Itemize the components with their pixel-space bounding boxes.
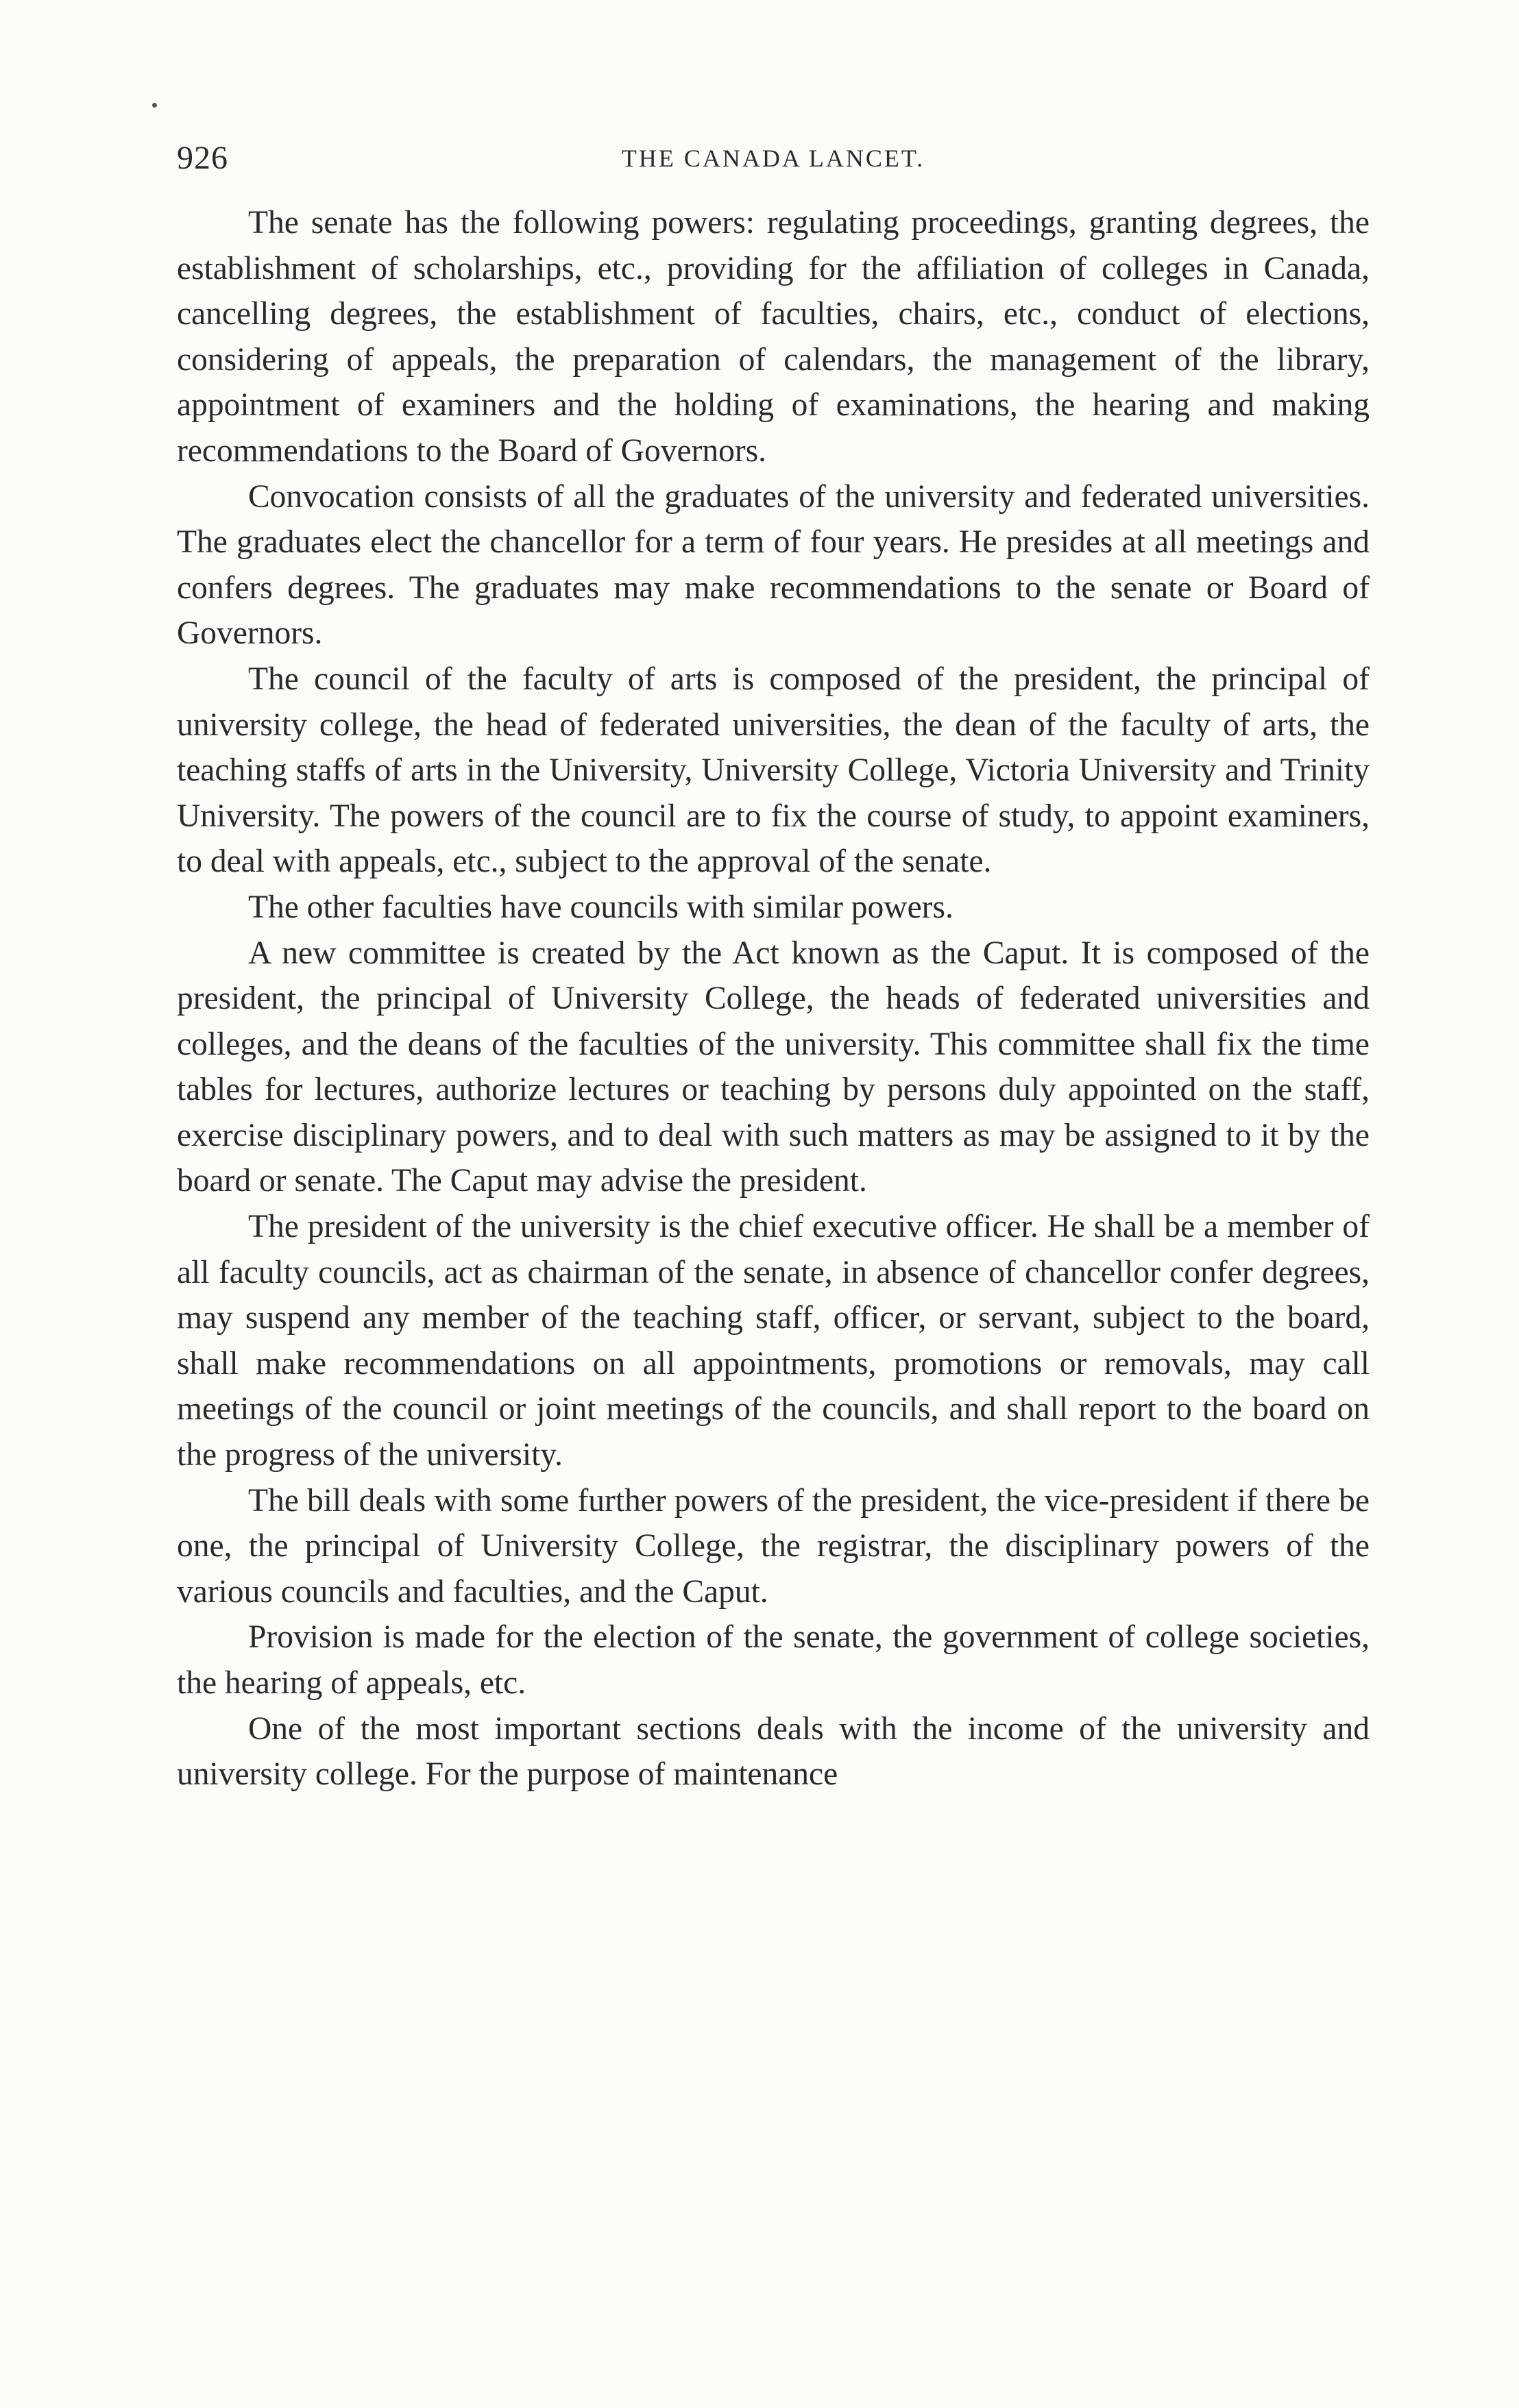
paragraph-president: The president of the university is the chief executive officer. He shall be a member of all faculty councils, act as chairman of the senate, in absence of chancellor confer degrees, may suspend any member of the teaching staff, officer, or servant, subject to the board, shall make recommendations on all appointments, promotions or removals, may call meetings of the council or joint meetings of the councils, and shall report to the board on the progress of the university. xyxy=(177,1209,1370,1473)
page-number: 926 xyxy=(177,140,228,176)
paragraph-other-faculties: The other faculties have councils with similar powers. xyxy=(248,889,953,925)
print-speck xyxy=(152,103,157,108)
paragraph-income: One of the most important sections deals with the income of the university and university college. For the purpose of maintenance xyxy=(177,1710,1370,1793)
running-head: THE CANADA LANCET. xyxy=(621,145,925,172)
paragraph-convocation: Convocation consists of all the graduates of the university and federated universities. The graduates elect the chancellor for a term of four years. He presides at all meetings and confers degrees. The graduates may make recommendations to the senate or Board of Governors. xyxy=(177,478,1370,652)
paragraph-caput: A new committee is created by the Act known as the Caput. It is composed of the president, the principal of University College, the heads of federated universities and colleges, and the deans of the faculties of the university. This committee shall fix the time tables for lectures, authorize lectures or teaching by persons duly appointed on the staff, exercise disciplinary powers, and to deal with such matters as may be assigned to it by the board or senate. The Caput may advise the president. xyxy=(177,935,1370,1199)
paragraph-further-powers: The bill deals with some further powers of the president, the vice-president if there be one, the principal of University College, the registrar, the disciplinary powers of the various councils and faculties, and the Caput. xyxy=(177,1482,1370,1610)
paragraph-senate-powers: The senate has the following powers: regulating proceedings, granting degrees, the establishment of scholarships, etc., providing for the affiliation of colleges in Canada, cancelling degrees, the establishment of faculties, chairs, etc., conduct of elections, considering of appeals, the preparation of calendars, the management of the library, appointment of examiners and the holding of examinations, the hearing and making recommendations to the Board of Governors. xyxy=(177,205,1370,469)
paragraph-provision: Provision is made for the election of the senate, the government of college societies, the hearing of appeals, etc. xyxy=(177,1619,1370,1701)
paragraph-arts-council: The council of the faculty of arts is composed of the president, the principal of university college, the head of federated universities, the dean of the faculty of arts, the teaching staffs of arts in the University, University College, Victoria University and Trinity University. The powers of the council are to fix the course of study, to appoint examiners, to deal with appeals, etc., subject to the approval of the senate. xyxy=(177,661,1370,880)
page-header xyxy=(177,134,1370,182)
body-text xyxy=(177,200,1370,1797)
